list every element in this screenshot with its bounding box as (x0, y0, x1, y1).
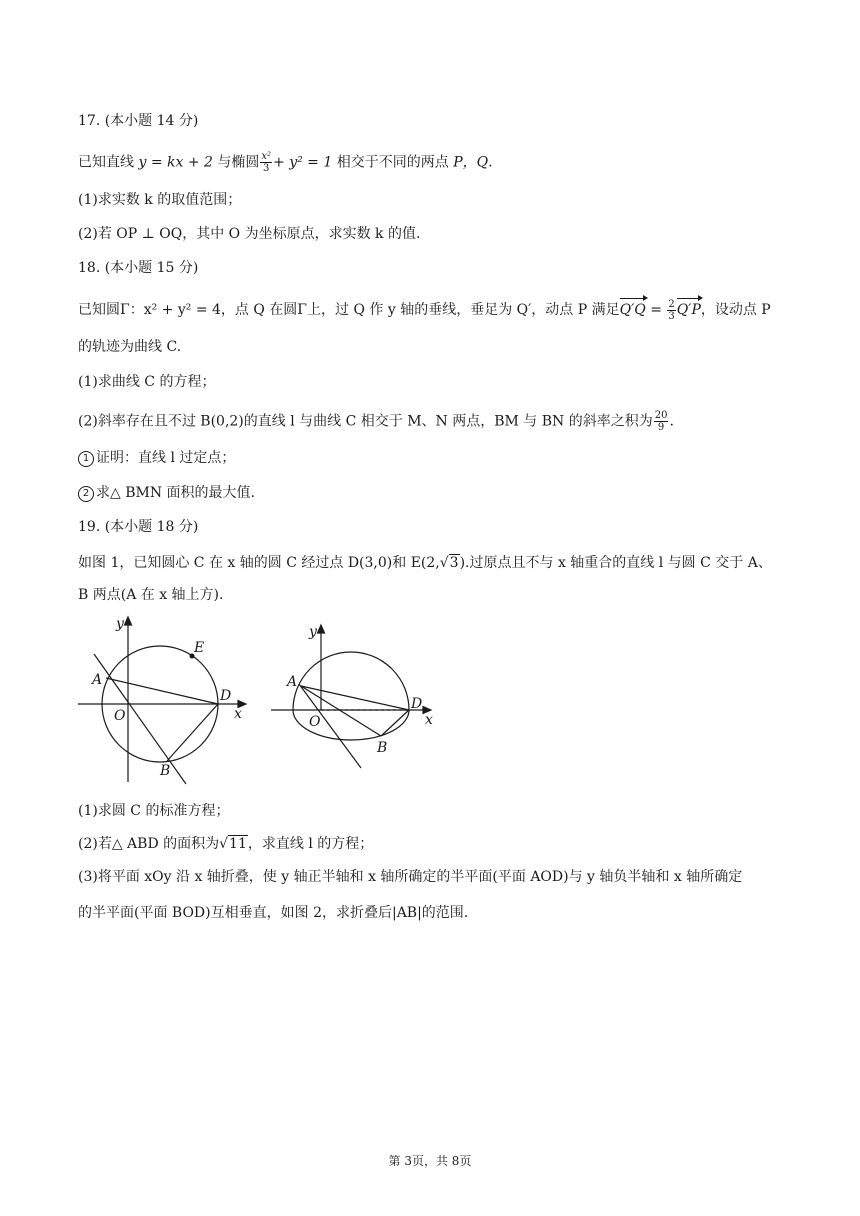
fig2-segment-AD (301, 686, 409, 710)
fig2-label-B: B (377, 740, 388, 756)
q17-part2: (2)若 OP ⊥ OQ，其中 O 为坐标原点，求实数 k 的值. (78, 226, 421, 242)
q19-part2: (2)若△ ABD 的面积为√11，求直线 l 的方程； (78, 836, 374, 852)
fig2-label-y: y (309, 624, 317, 640)
q18-sub1: 1 证明：直线 l 过定点； (78, 448, 235, 468)
fig1-label-x: x (234, 706, 242, 722)
fig1-segment-AD (106, 678, 218, 704)
q18-sub2: 2 求△ BMN 面积的最大值. (78, 483, 255, 503)
fig1-label-E: E (194, 640, 205, 656)
figure-2 (265, 620, 445, 780)
circled-number-1: 1 (78, 451, 94, 467)
fig2-label-D: D (411, 696, 423, 712)
fig2-label-A: A (287, 674, 298, 690)
q18-slope-fraction: $\frac{20}{9}$ (654, 410, 668, 433)
fig2-upper-half-circle (293, 652, 409, 710)
q18-part2: (2)斜率存在且不过 B(0,2)的直线 l 与曲线 C 相交于 M、N 两点，BM 与 BN 的斜率之积为 $\frac{20}{9}$ . (78, 410, 674, 433)
q18-header: 18. (本小题 15 分) (78, 260, 199, 276)
fig1-label-y: y (116, 616, 124, 632)
q18-fraction: $\frac{2}{3}$ (668, 298, 675, 322)
q19-header: 19. (本小题 18 分) (78, 519, 199, 535)
q19-stem: 如图 1，已知圆心 C 在 x 轴的圆 C 经过点 D(3,0)和 E(2,√3).过原点且不与 x 轴重合的直线 l 与圆 C 交于 A、 (78, 555, 772, 571)
fig1-label-O: O (114, 708, 126, 724)
q18-stem: 已知圆Γ：x² + y² = 4，点 Q 在圆Γ上，过 Q 作 y 轴的垂线，垂足为 Q′，动点 P 满足Q′Q = $\frac{2}{3}$ Q′P，设动点 P (78, 298, 771, 322)
q17-part1: (1)求实数 k 的取值范围； (78, 192, 242, 208)
q17-stem: 已知直线 y = kx + 2 与椭圆 $\frac{\text{x²}}{3}$ + y² = 1 相交于不同的两点 P，Q. (78, 151, 493, 174)
sqrt-3: √3 (439, 555, 459, 571)
q19-part3: (3)将平面 xOy 沿 x 轴折叠，使 y 轴正半轴和 x 轴所确定的半平面(平面 AOD)与 y 轴负半轴和 x 轴所确定 (78, 869, 743, 885)
fig2-label-x: x (425, 712, 433, 728)
q18-stem-cont: 的轨迹为曲线 C. (78, 339, 182, 355)
circled-number-2: 2 (78, 486, 94, 502)
sqrt-11: √11 (219, 836, 247, 852)
fig1-label-B: B (160, 763, 171, 779)
page-footer: 第 3页，共 8页 (388, 1154, 472, 1168)
q19-part1: (1)求圆 C 的标准方程； (78, 803, 230, 819)
fig1-y-arrow (125, 617, 132, 625)
fig2-segment-BD (381, 710, 409, 736)
fig1-line-l (94, 654, 186, 784)
q19-stem-cont: B 两点(A 在 x 轴上方). (78, 587, 224, 603)
fig2-y-arrow (318, 625, 325, 633)
figure-1 (72, 612, 252, 787)
q18-part1: (1)求曲线 C 的方程； (78, 374, 216, 390)
q17-header: 17. (本小题 14 分) (78, 113, 199, 129)
fig1-label-D: D (220, 688, 232, 704)
fig1-label-A: A (92, 672, 103, 688)
q19-part3-cont: 的半平面(平面 BOD)互相垂直，如图 2，求折叠后|AB|的范围. (78, 905, 469, 921)
fig2-label-O: O (309, 714, 321, 730)
ellipse-fraction: $\frac{\text{x²}}{3}$ (261, 151, 272, 174)
